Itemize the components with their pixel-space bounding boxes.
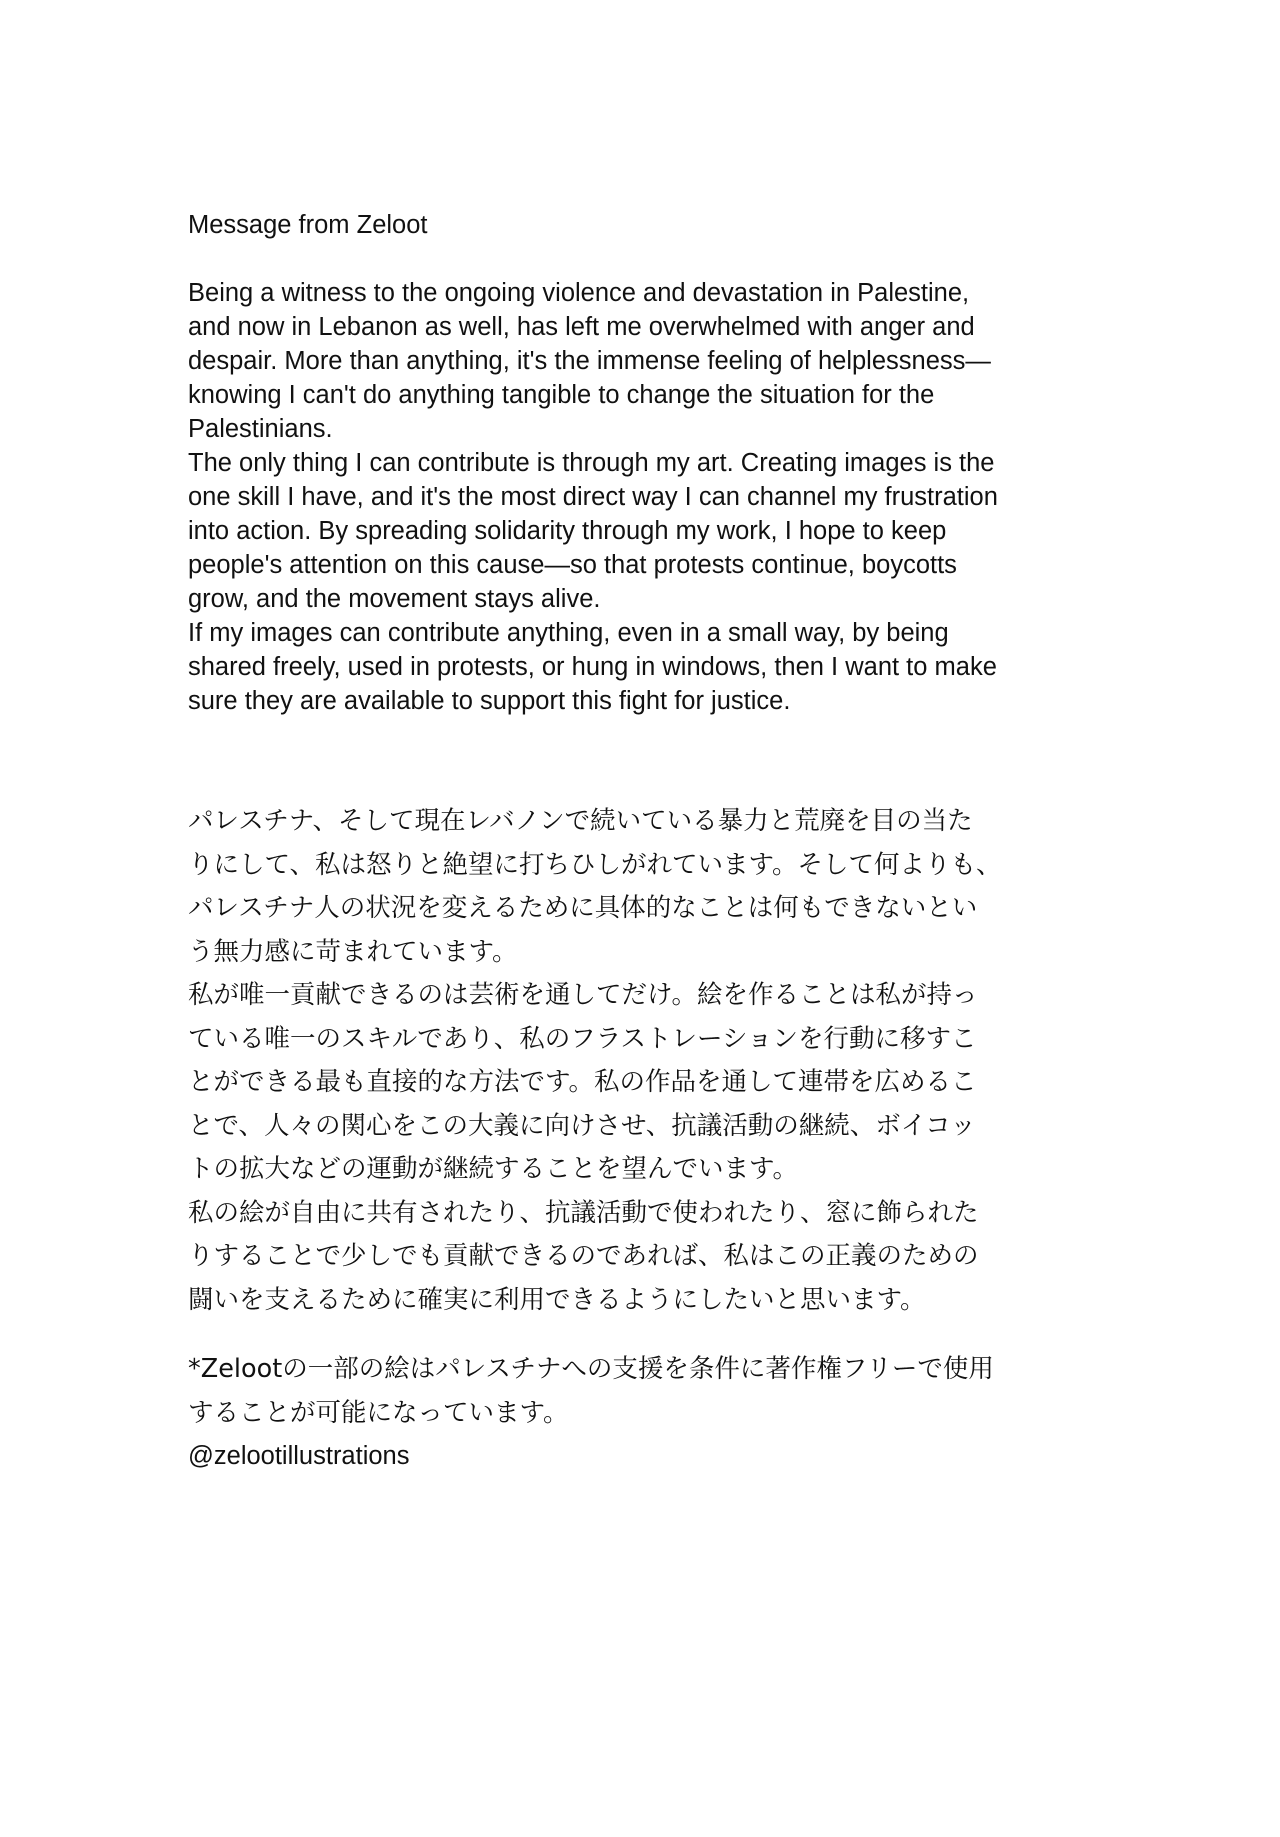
english-line: sure they are available to support this fight for justice. [188, 687, 791, 715]
document-title: Message from Zeloot [188, 211, 428, 239]
japanese-line: とで、人々の関心をこの大義に向けさせ、抗議活動の継続、ボイコッ [188, 1110, 976, 1141]
japanese-message [188, 800, 1088, 1322]
english-line: into action. By spreading solidarity through my work, I hope to keep [188, 517, 947, 545]
japanese-line: りにして、私は怒りと絶望に打ちひしがれています。そして何よりも、 [188, 849, 1002, 880]
japanese-line: パレスチナ人の状況を変えるために具体的なことは何もできないとい [188, 893, 978, 923]
english-line: one skill I have, and it's the most direct way I can channel my frustration [188, 483, 998, 511]
japanese-line: う無力感に苛まれています。 [188, 936, 518, 967]
english-line: The only thing I can contribute is through my art. Creating images is the [188, 449, 995, 477]
english-line: despair. More than anything, it's the immense feeling of helplessness— [188, 347, 991, 375]
japanese-line: 私の絵が自由に共有されたり、抗議活動で使われたり、窓に飾られた [188, 1197, 979, 1228]
japanese-line: ている唯一のスキルであり、私のフラストレーションを行動に移すこ [188, 1023, 977, 1054]
japanese-line: 闘いを支えるために確実に利用できるようにしたいと思います。 [188, 1284, 926, 1315]
section-spacer [188, 1322, 1088, 1348]
japanese-line: パレスチナ、そして現在レバノンで続いている暴力と荒廃を目の当た [188, 806, 973, 836]
english-line: Palestinians. [188, 415, 333, 443]
english-line: shared freely, used in protests, or hung in windows, then I want to make [188, 653, 997, 681]
note-line: *Zelootの一部の絵はパレスチナへの支援を条件に著作権フリーで使用 [188, 1354, 994, 1384]
japanese-line: とができる最も直接的な方法です。私の作品を通して連帯を広めるこ [188, 1067, 977, 1097]
english-message [188, 276, 1088, 718]
english-line: knowing I can't do anything tangible to change the situation for the [188, 381, 935, 409]
japanese-line: トの拡大などの運動が継続することを望んでいます。 [188, 1154, 798, 1184]
english-line: and now in Lebanon as well, has left me overwhelmed with anger and [188, 313, 975, 341]
japanese-line: りすることで少しでも貢献できるのであれば、私はこの正義のための [188, 1241, 979, 1271]
social-handle: @zelootillustrations [188, 1442, 410, 1470]
english-line: grow, and the movement stays alive. [188, 585, 601, 613]
document-page [188, 204, 1088, 1479]
japanese-line: 私が唯一貢献できるのは芸術を通してだけ。絵を作ることは私が持っ [188, 980, 978, 1010]
english-line: people's attention on this cause—so that protests continue, boycotts [188, 551, 957, 579]
english-line: Being a witness to the ongoing violence and devastation in Palestine, [188, 279, 970, 307]
section-spacer [188, 718, 1088, 800]
english-line: If my images can contribute anything, even in a small way, by being [188, 619, 949, 647]
copyright-note [188, 1348, 1088, 1435]
note-line: することが可能になっています。 [188, 1397, 569, 1428]
